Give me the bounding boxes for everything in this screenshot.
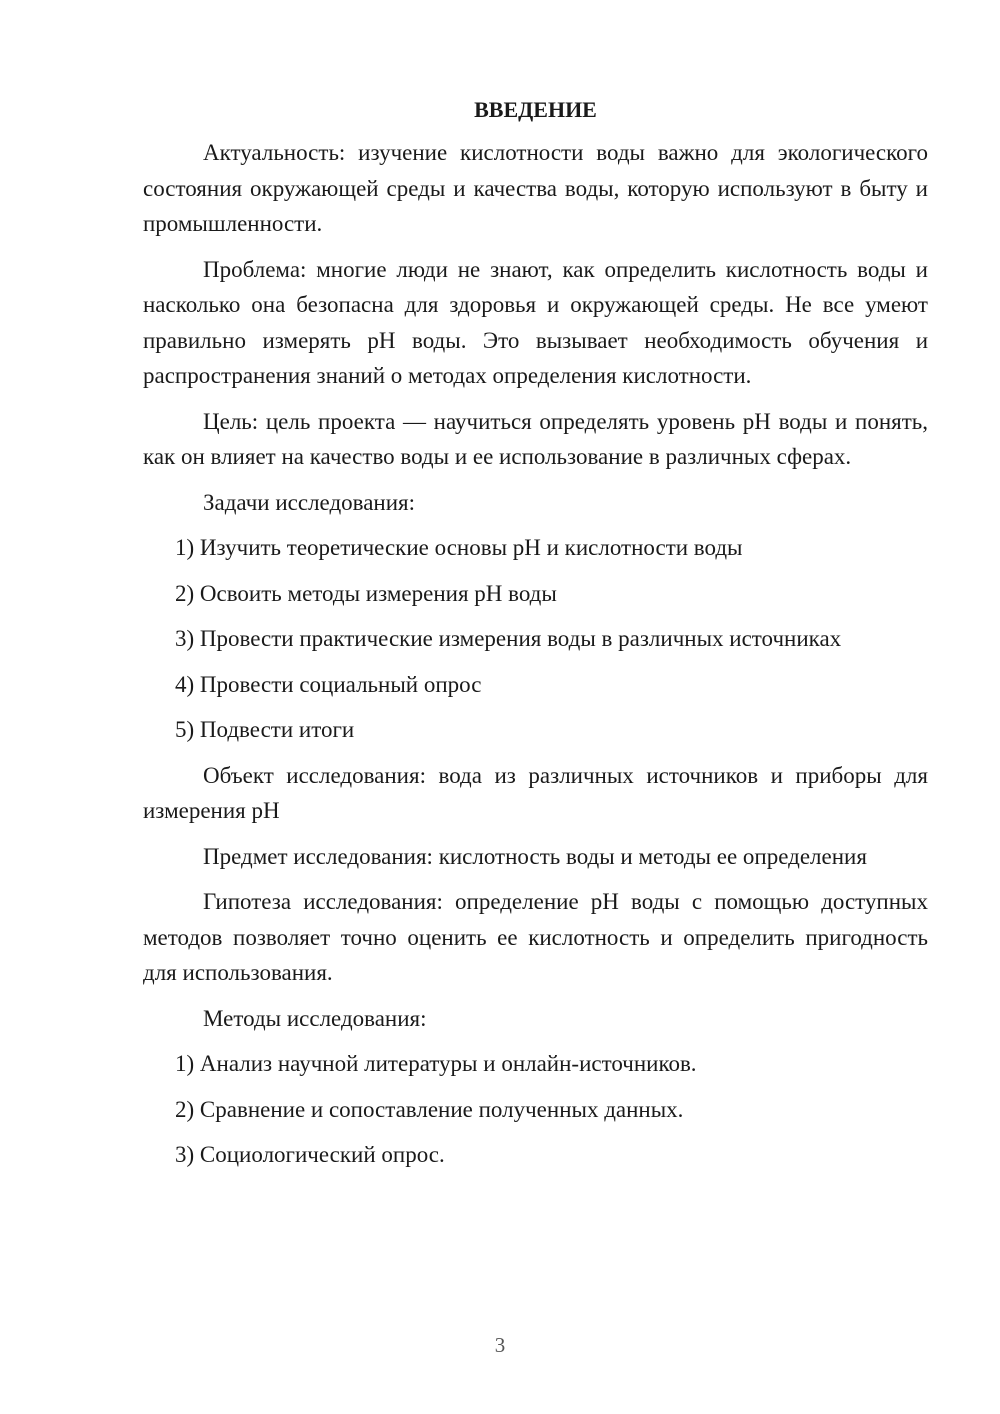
tasks-list — [143, 530, 928, 748]
subject-paragraph: Предмет исследования: кислотность воды и методы ее определения — [203, 843, 867, 869]
list-item: 1) Изучить теоретические основы pH и кислотности воды — [175, 535, 743, 560]
goal-paragraph: Цель: цель проекта — научиться определять уровень pH воды и понять, как он влияет на качество воды и ее использование в различных сферах. — [143, 408, 928, 469]
list-item: 2) Сравнение и сопоставление полученных данных. — [175, 1096, 684, 1122]
tasks-heading: Задачи исследования: — [203, 489, 416, 515]
document-body — [143, 95, 928, 1183]
hypothesis-paragraph: Гипотеза исследования: определение pH воды с помощью доступных методов позволяет точно оценить ее кислотность и определить пригодность для использования. — [143, 889, 928, 985]
page-number: 3 — [494, 1333, 506, 1357]
list-item: 4) Провести социальный опрос — [175, 671, 482, 697]
list-item: 1) Анализ научной литературы и онлайн-источников. — [175, 1051, 697, 1076]
methods-list — [143, 1046, 928, 1173]
relevance-paragraph: Актуальность: изучение кислотности воды важно для экологического состояния окружающей среды и качества воды, которую используют в быту и промышленности. — [143, 140, 928, 236]
problem-paragraph: Проблема: многие люди не знают, как определить кислотность воды и насколько она безопасна для здоровья и окружающей среды. Не все умеют правильно измерять pH воды. Это вызывает необходимость обучения и распространения знаний о методах определения кислотности. — [143, 256, 928, 388]
methods-heading: Методы исследования: — [203, 1005, 427, 1031]
list-item: 2) Освоить методы измерения pH воды — [175, 580, 557, 606]
list-item: 5) Подвести итоги — [175, 717, 355, 742]
page-title: ВВЕДЕНИЕ — [474, 97, 597, 122]
list-item: 3) Социологический опрос. — [175, 1142, 445, 1167]
list-item: 3) Провести практические измерения воды в различных источниках — [175, 626, 842, 651]
object-paragraph: Объект исследования: вода из различных источников и приборы для измерения pH — [143, 762, 928, 823]
